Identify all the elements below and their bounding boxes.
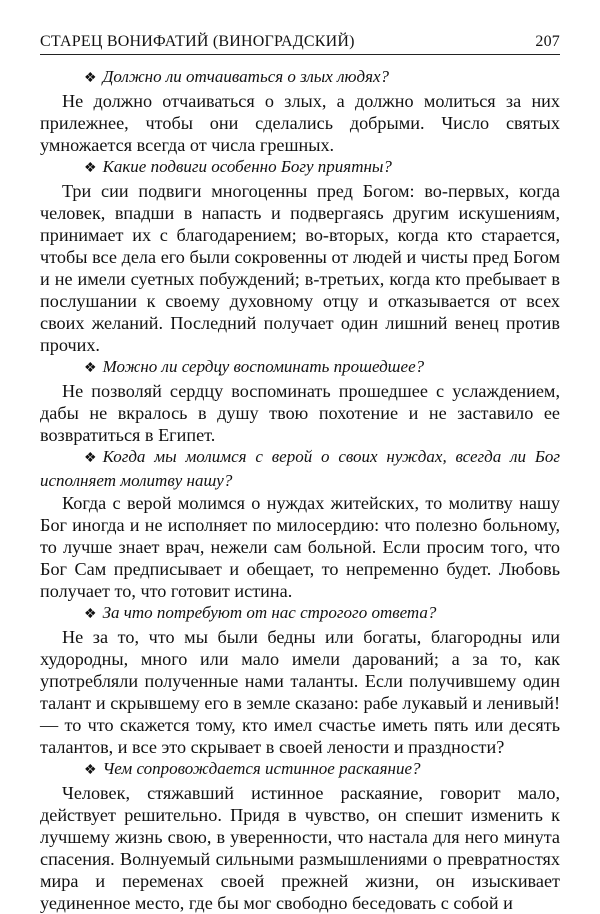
question-text: Можно ли сердцу воспоминать прошедшее? [102, 357, 425, 376]
answer-2: Три сии подвиги многоценны пред Богом: во-первых, когда человек, впадши в напасть и подвергаясь другим искушениям, принимает их с благодарением; во-вторых, когда кто старается, чтобы все дела его были сокровенны от людей и чисты пред Богом и не имели суетных побуждений; в-третьих, когда кто пребывает в послушании к своему духовному отцу и отказывается от всех своих желаний. Последний получает один лишний венец против прочих. [40, 181, 560, 355]
diamond-bullet-icon: ❖ [84, 451, 97, 466]
diamond-bullet-icon: ❖ [84, 161, 97, 176]
question-text: Должно ли отчаиваться о злых людях? [102, 67, 390, 86]
question-text: Чем сопровождается истинное раскаяние? [102, 759, 421, 778]
page-number: 207 [535, 33, 560, 50]
diamond-bullet-icon: ❖ [84, 71, 97, 86]
answer-4: Когда с верой молимся о нуждах житейских, то молитву нашу Бог иногда и не исполняет по милосердию: что полезно больному, то лучше знает врач, нежели сам больной. Если просим того, что Бог Сам предписывает и обещает, то непременно будет. Любовь получает то, что готовит истина. [40, 493, 560, 601]
question-6 [40, 758, 560, 782]
book-page [40, 0, 560, 913]
answer-3: Не позволяй сердцу воспоминать прошедшее с услаждением, дабы не вкралось в душу твою похотение и не заставило ее возвратиться в Египет. [40, 381, 560, 445]
diamond-bullet-icon: ❖ [84, 361, 97, 376]
header-rule [40, 54, 560, 55]
page-body [40, 66, 560, 914]
question-text: За что потребуют от нас строгого ответа? [102, 603, 437, 622]
answer-6: Человек, стяжавший истинное раскаяние, говорит мало, действует решительно. Придя в чувство, он спешит изменить к лучшему жизнь свою, в уверенности, что настала для него минута спасения. Волнуемый сильными размышлениями о превратностях мира и переменах своей прежней жизни, он изыскивает уединенное место, где бы мог свободно беседовать с собой и [40, 783, 560, 913]
question-2 [40, 156, 560, 180]
diamond-bullet-icon: ❖ [84, 607, 97, 622]
question-4 [40, 446, 560, 492]
question-text: Когда мы молимся с верой о своих нуждах, всегда ли Бог исполняет молитву нашу? [40, 447, 560, 490]
answer-1: Не должно отчаиваться о злых, а должно молиться за них прилежнее, чтобы они сделались добрыми. Число святых умножается всегда от числа грешных. [40, 91, 560, 155]
question-text: Какие подвиги особенно Богу приятны? [102, 157, 392, 176]
question-5 [40, 602, 560, 626]
running-title: СТАРЕЦ ВОНИФАТИЙ (ВИНОГРАДСКИЙ) [40, 33, 355, 50]
question-3 [40, 356, 560, 380]
diamond-bullet-icon: ❖ [84, 763, 97, 778]
running-header [40, 33, 560, 53]
answer-5: Не за то, что мы были бедны или богаты, благородны или худородны, много или мало имели дарований; а за то, как употребляли полученные нами таланты. Если получившему один талант и скрывшему его в земле сказано: рабе лукавый и ленивый! — то что скажется тому, кто имел счастье иметь пять или десять талантов, и все это скрывает в своей лености и праздности? [40, 627, 560, 757]
question-1 [40, 66, 560, 90]
